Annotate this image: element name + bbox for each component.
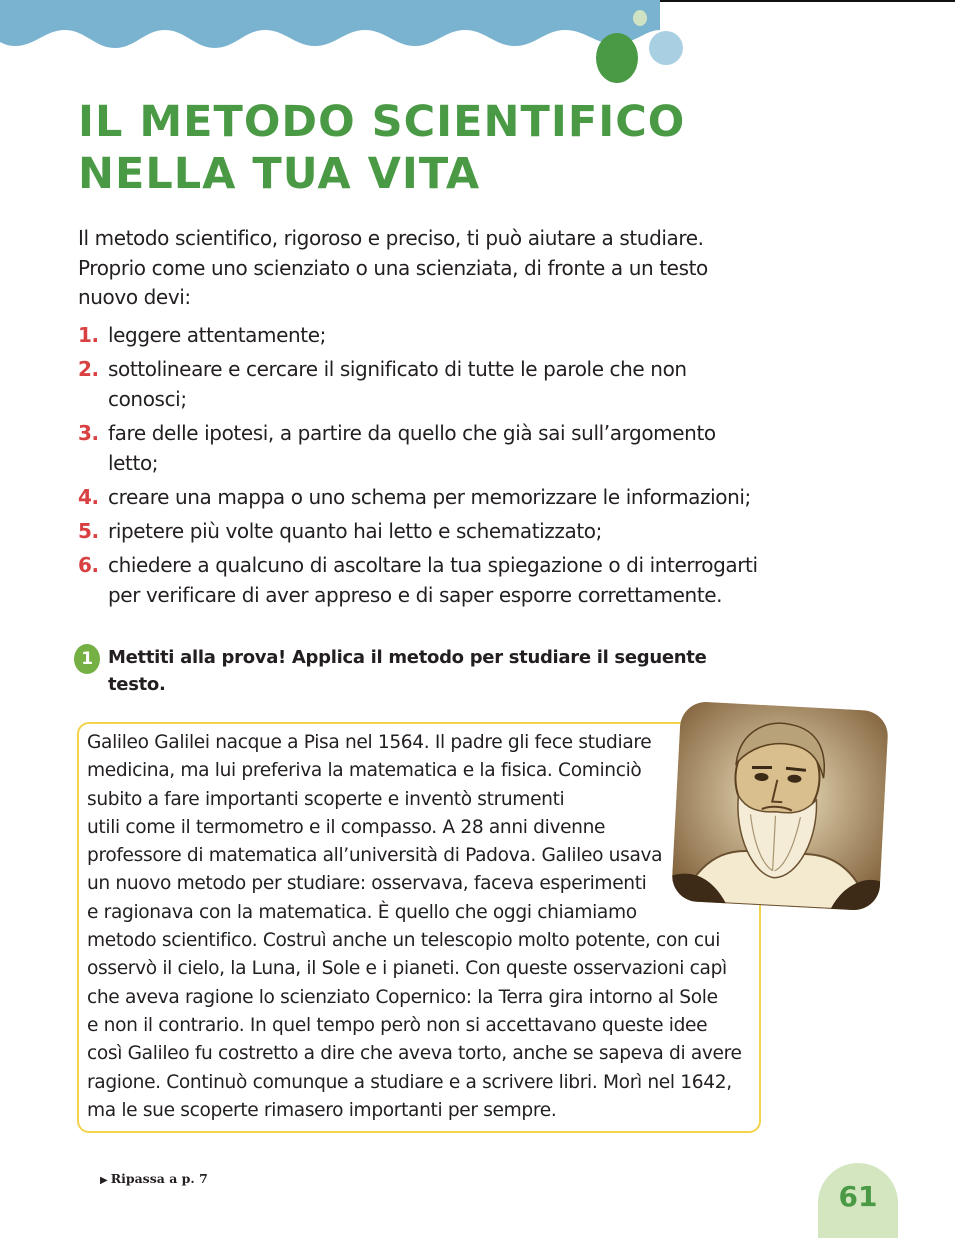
step-text: fare delle ipotesi, a partire da quello che già sai sull’argomento letto; [108, 421, 716, 475]
intro-paragraph: Il metodo scientifico, rigoroso e preciso, ti può aiutare a studiare. Proprio come uno scienziato o una scienziata, di fronte a un testo nuovo devi: [78, 226, 708, 309]
reading-passage [87, 729, 757, 1125]
list-item [78, 482, 768, 512]
step-text: sottolineare e cercare il significato di tutte le parole che non conosci; [108, 357, 687, 411]
step-text: creare una mappa o uno schema per memorizzare le informazioni; [108, 485, 751, 509]
passage-line: che aveva ragione lo scienziato Copernico: la Terra gira intorno al Sole [87, 986, 718, 1008]
passage-line: professore di matematica all’università di Padova. Galileo usava [87, 845, 663, 867]
passage-line: un nuovo metodo per studiare: osservava, faceva esperimenti [87, 873, 647, 895]
passage-line: così Galileo fu costretto a dire che aveva torto, anche se sapeva di avere [87, 1043, 742, 1065]
water-drop-icon [633, 10, 647, 26]
water-drop-icon [596, 33, 638, 83]
page-number: 61 [838, 1180, 878, 1213]
exercise-prompt [74, 644, 714, 698]
step-number: 6. [78, 553, 99, 577]
passage-line: osservò il cielo, la Luna, il Sole e i pianeti. Con queste osservazioni capì [87, 958, 727, 980]
step-number: 2. [78, 357, 99, 381]
list-item [78, 516, 768, 546]
galileo-portrait-image [671, 701, 889, 912]
step-number: 1. [78, 323, 99, 347]
exercise-number-badge: 1 [74, 644, 100, 674]
title-line-1: IL METODO SCIENTIFICO [78, 97, 686, 147]
list-item [78, 320, 768, 350]
step-number: 5. [78, 519, 99, 543]
portrait-icon [671, 701, 889, 912]
passage-line: ragione. Continuò comunque a studiare e a scrivere libri. Morì nel 1642, [87, 1071, 732, 1093]
list-item [78, 418, 768, 478]
passage-line: e ragionava con la matematica. È quello che oggi chiamiamo [87, 901, 637, 923]
title-line-2: NELLA TUA VITA [78, 149, 481, 199]
step-text: ripetere più volte quanto hai letto e schematizzato; [108, 519, 602, 543]
step-number: 4. [78, 485, 99, 509]
passage-line: utili come il termometro e il compasso. A 28 anni divenne [87, 816, 606, 838]
passage-line: medicina, ma lui preferiva la matematica e la fisica. Cominciò [87, 760, 642, 782]
water-drop-icon [649, 31, 683, 65]
list-item [78, 354, 768, 414]
passage-line: metodo scientifico. Costruì anche un telescopio molto potente, con cui [87, 930, 721, 952]
review-label: Ripassa a p. 7 [110, 1171, 208, 1186]
step-text: chiedere a qualcuno di ascoltare la tua spiegazione o di interrogarti per verificare di aver appreso e di saper esporre correttamente. [108, 553, 758, 607]
triangle-right-icon: ▶ [100, 1175, 108, 1186]
passage-line: ma le sue scoperte rimasero importanti per sempre. [87, 1099, 557, 1121]
top-rule [660, 0, 955, 2]
passage-line: Galileo Galilei nacque a Pisa nel 1564. Il padre gli fece studiare [87, 732, 652, 753]
step-number: 3. [78, 421, 99, 445]
steps-list [78, 320, 768, 614]
top-wave-decoration [0, 0, 955, 90]
review-reference [100, 1171, 208, 1186]
step-text: leggere attentamente; [108, 323, 326, 347]
exercise-instruction: Mettiti alla prova! Applica il metodo per studiare il seguente testo. [108, 647, 707, 695]
page-title [78, 96, 778, 200]
list-item [78, 550, 768, 610]
passage-line: subito a fare importanti scoperte e inventò strumenti [87, 788, 565, 810]
passage-line: e non il contrario. In quel tempo però non si accettavano queste idee [87, 1014, 708, 1036]
